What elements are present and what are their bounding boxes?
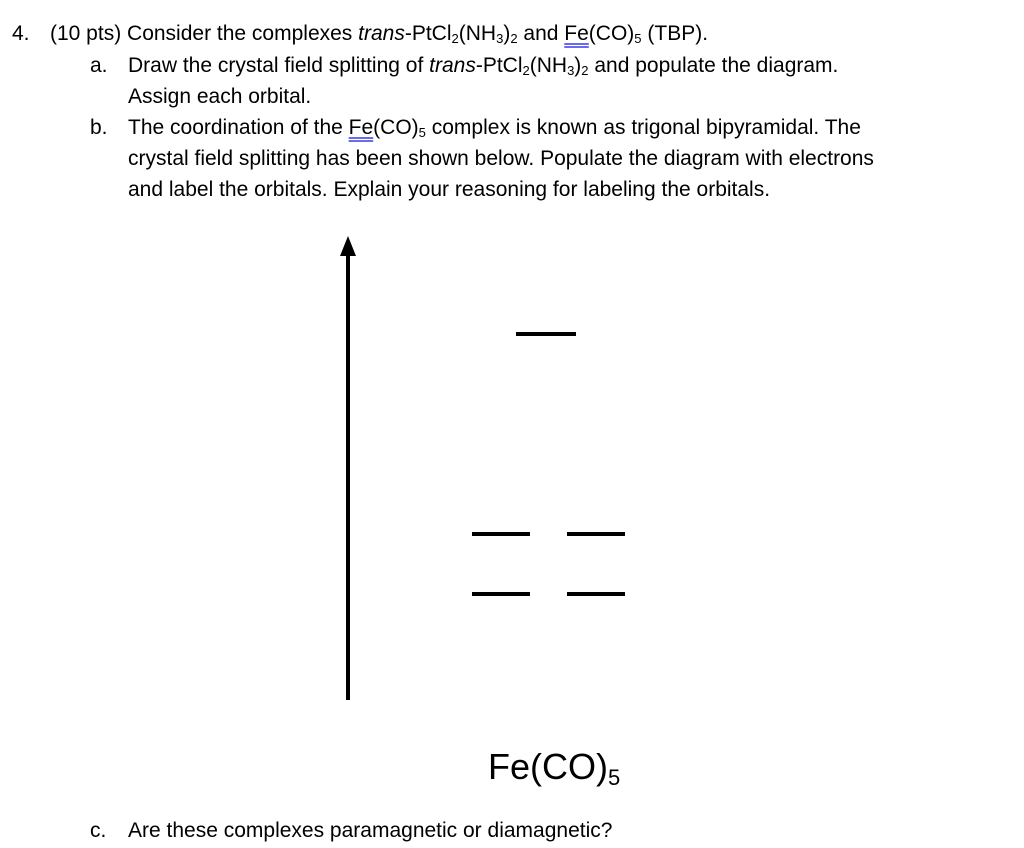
part-b-line1: The coordination of the $Fe(CO)_5$ complex is known as trigonal bipyramidal. The: [128, 116, 861, 140]
fe-word: Fe: [564, 22, 589, 45]
part-b-line3: and label the orbitals. Explain your reasoning for labeling the orbitals.: [128, 178, 771, 201]
complex1-formula: $-PtCl_2(NH_3)_2$: [404, 22, 518, 46]
and-word: and: [523, 22, 559, 45]
part-c-label: c.: [90, 819, 107, 842]
part-c-body: Are these complexes paramagnetic or diamagnetic?: [128, 819, 613, 842]
energy-axis-arrowhead: [340, 236, 356, 256]
tbp-label: (TBP).: [647, 22, 709, 45]
part-b-label: b.: [90, 116, 108, 139]
part-a-label: a.: [90, 54, 108, 77]
question-points-intro: (10 pts) Consider the complexes: [50, 22, 353, 45]
part-b-line2: crystal field splitting has been shown below. Populate the diagram with electrons: [128, 147, 874, 170]
question-number: 4.: [12, 22, 30, 45]
part-a-line2: Assign each orbital.: [128, 85, 312, 108]
co-ligand: $(CO)_5$: [588, 22, 642, 46]
diagram-complex-label: $Fe(CO)_5$: [488, 746, 621, 790]
trans-prefix: trans: [358, 22, 405, 45]
part-a-line1: Draw the crystal field splitting of trans-$PtCl_2(NH_3)_2$ and populate the diagram.: [128, 54, 839, 78]
